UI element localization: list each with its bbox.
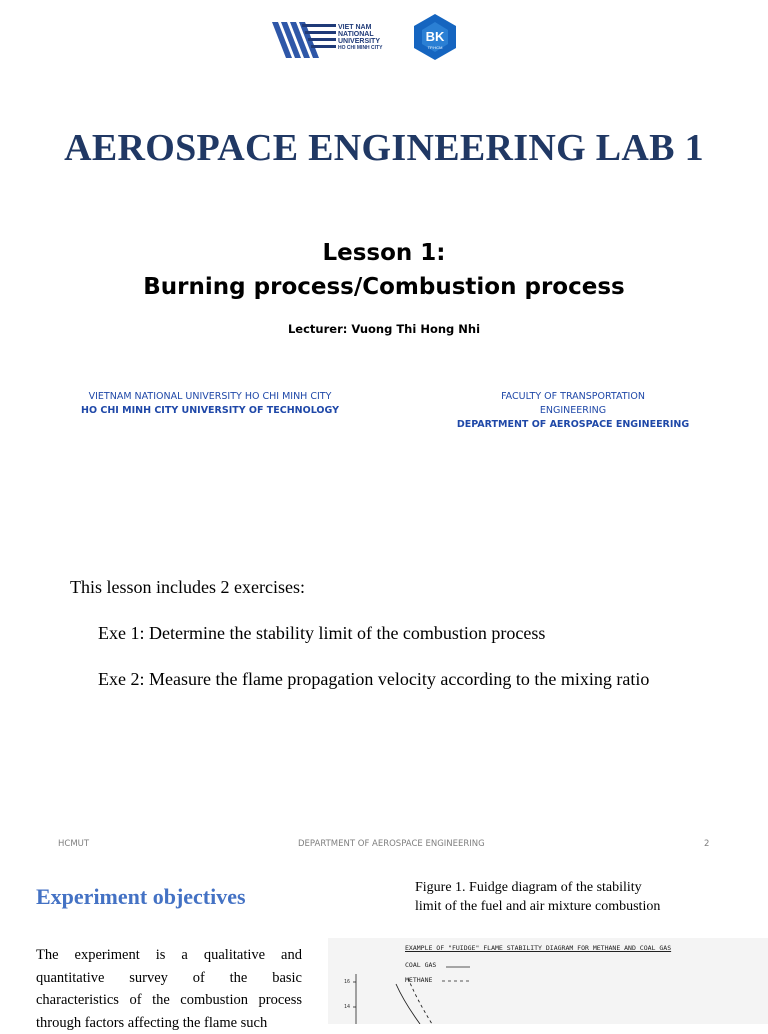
bk-label: BK [425,29,445,44]
vnu-line2: NATIONAL [338,31,374,38]
page-number: 2 [704,839,710,849]
exercise-item: Exe 2: Measure the flame propagation velocity according to the mixing ratio [98,669,650,689]
vnu-line3: UNIVERSITY [338,38,381,45]
footer-left: HCMUT [58,839,90,849]
vnu-line1: VIET NAM [338,24,372,31]
bk-logo [410,12,460,62]
y-tick-label: 16 [344,979,351,985]
legend-coal-gas: COAL GAS [405,961,437,969]
footer-center: DEPARTMENT OF AEROSPACE ENGINEERING [298,839,485,849]
figure-caption-line: limit of the fuel and air mixture combustion [415,898,661,914]
bk-sub-label: TP.HCM [427,45,443,50]
affiliation-right [440,390,706,432]
affiliation-right-line: ENGINEERING [539,405,607,416]
vnu-emblem-icon [272,18,338,62]
affiliation-left-line: VIETNAM NATIONAL UNIVERSITY HO CHI MINH CITY [88,391,332,402]
legend-methane: METHANE [405,976,433,984]
lesson-number: Lesson 1: [322,240,446,266]
y-tick-label: 14 [344,1004,351,1010]
affiliation-right-line: FACULTY OF TRANSPORTATION [501,391,645,402]
affiliation-left-line: HO CHI MINH CITY UNIVERSITY OF TECHNOLOGY [81,405,339,416]
lesson-topic: Burning process/Combustion process [143,274,625,300]
lesson-heading [0,236,768,304]
intro-text: This lesson includes 2 exercises: [70,577,305,597]
section-body: The experiment is a qualitative and quantitative survey of the basic characteristics of the combustion process through factors affecting the flame such [36,947,302,1031]
figure-caption-line: Figure 1. Fuidge diagram of the stability [415,880,642,895]
diagram-title: EXAMPLE OF "FUIDGE" FLAME STABILITY DIAGRAM FOR METHANE AND COAL GAS [405,944,672,952]
affiliation-left [60,390,360,418]
vnu-wordmark [338,24,402,51]
affiliation-right-line: DEPARTMENT OF AEROSPACE ENGINEERING [456,419,690,430]
main-title: AEROSPACE ENGINEERING LAB 1 [64,127,704,169]
vnu-logo [272,18,396,62]
lecturer-name: Lecturer: Vuong Thi Hong Nhi [287,322,481,336]
exercise-item: Exe 1: Determine the stability limit of the combustion process [98,623,546,643]
fuidge-diagram [328,938,768,1024]
vnu-line4: HO CHI MINH CITY [338,45,383,51]
bk-hexagon-icon [410,12,460,62]
section-heading: Experiment objectives [36,884,246,909]
figure-caption [415,879,695,916]
